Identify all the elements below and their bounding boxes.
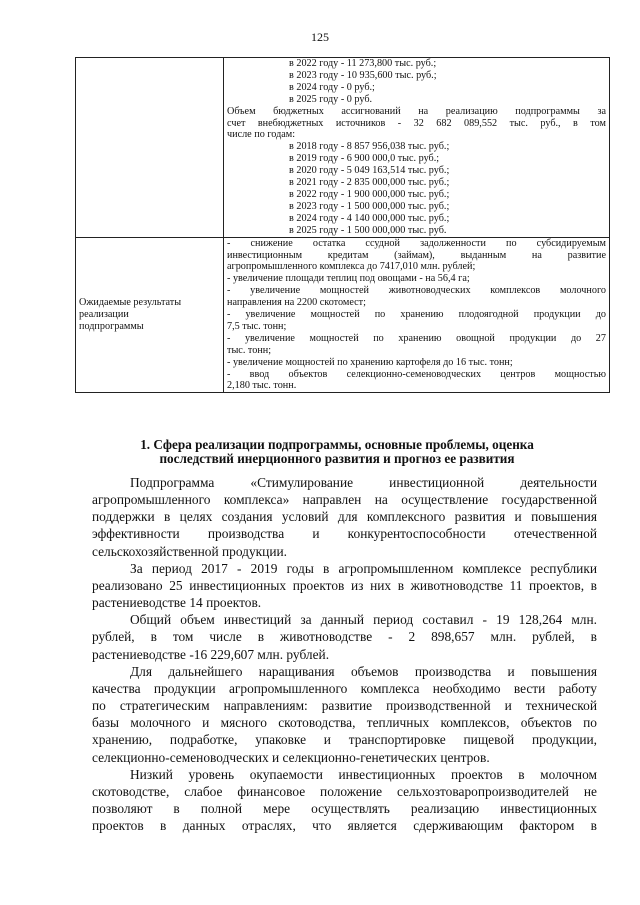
paragraph-line: качества продукции агропромышленного комплекса необходимо вести работу <box>92 680 597 696</box>
table-cell-left-empty <box>76 58 224 238</box>
paragraph-line: хранению, подработке, упаковке и транспортировке пищевой продукции, <box>92 732 597 748</box>
expected-result-line: - увеличение мощностей по хранению плодоягодной продукции до <box>227 309 606 321</box>
passport-table <box>75 57 610 393</box>
page-number: 125 <box>311 30 329 44</box>
expected-results-label-line: подпрограммы <box>79 320 144 332</box>
body-text <box>92 474 597 834</box>
expected-result-line: - снижение остатка ссудной задолженности по субсидируемым <box>227 237 606 249</box>
paragraph-line: по стратегическим направлениям: развитие производственной и технической <box>92 698 597 714</box>
expected-results-cell <box>224 237 610 393</box>
paragraph-line: реализовано 25 инвестиционных проектов из них в животноводстве 11 проектов, в <box>92 577 597 593</box>
expected-result-line: агропромышленного комплекса до 7417,010 млн. рублей; <box>227 261 476 273</box>
paragraph-line: растениеводстве 14 проектов. <box>92 595 262 611</box>
expected-result-line: - ввод объектов селекционно-семеноводческих центров мощностью <box>227 368 606 380</box>
expected-results-label-cell <box>76 237 224 393</box>
paragraph-line: Подпрограмма «Стимулирование инвестиционной деятельности <box>130 475 597 490</box>
funding-line: в 2025 году - 0 руб. <box>289 93 373 105</box>
funding-line: в 2020 году - 5 049 163,514 тыс. руб.; <box>289 165 450 177</box>
funding-line: в 2021 году - 2 835 000,000 тыс. руб.; <box>289 177 450 189</box>
table-row <box>76 237 610 393</box>
funding-line: в 2024 году - 4 140 000,000 тыс. руб.; <box>289 212 450 224</box>
paragraph-line: За период 2017 - 2019 годы в агропромышленном комплексе республики <box>130 560 597 576</box>
paragraph-line: рублей, в том числе в животноводстве - 2 898,657 млн. рублей, в <box>92 629 597 645</box>
paragraph-line: агропромышленного комплекса» направлен на осуществление государственной <box>92 492 597 508</box>
funding-line: в 2018 году - 8 857 956,038 тыс. руб.; <box>289 141 450 153</box>
expected-result-line: 7,5 тыс. тонн; <box>227 320 287 332</box>
paragraph-line: проектов в данных отраслях, что является сдерживающим фактором в <box>92 818 597 834</box>
funding-line: в 2025 году - 1 500 000,000 тыс. руб. <box>289 224 447 236</box>
paragraph-line: Общий объем инвестиций за данный период составил - 19 128,264 млн. <box>130 612 597 628</box>
heading-line: последствий инерционного развития и прогноз ее развития <box>159 451 515 466</box>
funding-line: в 2019 году - 6 900 000,0 тыс. руб.; <box>289 153 440 165</box>
funding-line: в 2024 году - 0 руб.; <box>289 81 375 93</box>
funding-cell <box>224 58 610 238</box>
heading-line: 1. Сфера реализации подпрограммы, основные проблемы, оценка <box>140 437 534 452</box>
funding-line: числе по годам: <box>227 129 296 141</box>
expected-result-line: 2,180 тыс. тонн. <box>227 380 297 392</box>
section-heading <box>92 438 582 466</box>
expected-result-line: - увеличение мощностей по хранению картофеля до 16 тыс. тонн; <box>227 356 513 368</box>
expected-result-line: - увеличение мощностей по хранению овощной продукции до 27 <box>227 332 606 344</box>
funding-line: в 2022 году - 1 900 000,000 тыс. руб.; <box>289 188 450 200</box>
paragraph-line: поддержки в целях создания условий для комплексного развития и повышения <box>92 509 597 525</box>
expected-result-line: инвестиционным кредитам (займам), выданным на развитие <box>227 249 606 261</box>
expected-result-line: направления на 2200 скотомест; <box>227 297 366 309</box>
paragraph-line: растениеводстве -16 229,607 млн. рублей. <box>92 646 330 662</box>
paragraph-line: позволяют в полной мере осуществлять реализацию инвестиционных <box>92 800 597 816</box>
expected-result-line: - увеличение площади теплиц под овощами - на 56,4 га; <box>227 273 470 285</box>
paragraph-line: эффективности производства и конкурентоспособности отечественной <box>92 526 597 542</box>
paragraph-line: селекционно-семеноводческих и селекционно-генетических центров. <box>92 749 490 765</box>
paragraph-line: сельскохозяйственной продукции. <box>92 543 288 559</box>
funding-line: в 2023 году - 10 935,600 тыс. руб.; <box>289 69 437 81</box>
expected-results-label-line: Ожидаемые результаты <box>79 297 182 309</box>
paragraph-line: Низкий уровень окупаемости инвестиционных проектов в молочном <box>130 766 597 782</box>
paragraph-line: скотоводстве, слабое финансовое положение сельхозтоваропроизводителей не <box>92 783 597 799</box>
funding-line: Объем бюджетных ассигнований на реализацию подпрограммы за <box>227 105 606 117</box>
expected-result-line: тыс. тонн; <box>227 344 272 356</box>
table-row <box>76 58 610 238</box>
funding-line: в 2023 году - 1 500 000,000 тыс. руб.; <box>289 200 450 212</box>
paragraph-line: Для дальнейшего наращивания объемов производства и повышения <box>130 663 597 679</box>
expected-results-label-line: реализации <box>79 309 129 321</box>
funding-line: в 2022 году - 11 273,800 тыс. руб.; <box>289 58 437 69</box>
expected-result-line: - увеличение мощностей животноводческих комплексов молочного <box>227 285 606 297</box>
funding-line: счет внебюджетных источников - 32 682 089,552 тыс. руб., в том <box>227 117 606 129</box>
paragraph-line: базы молочного и мясного скотоводства, тепличных комплексов, объектов по <box>92 715 597 731</box>
